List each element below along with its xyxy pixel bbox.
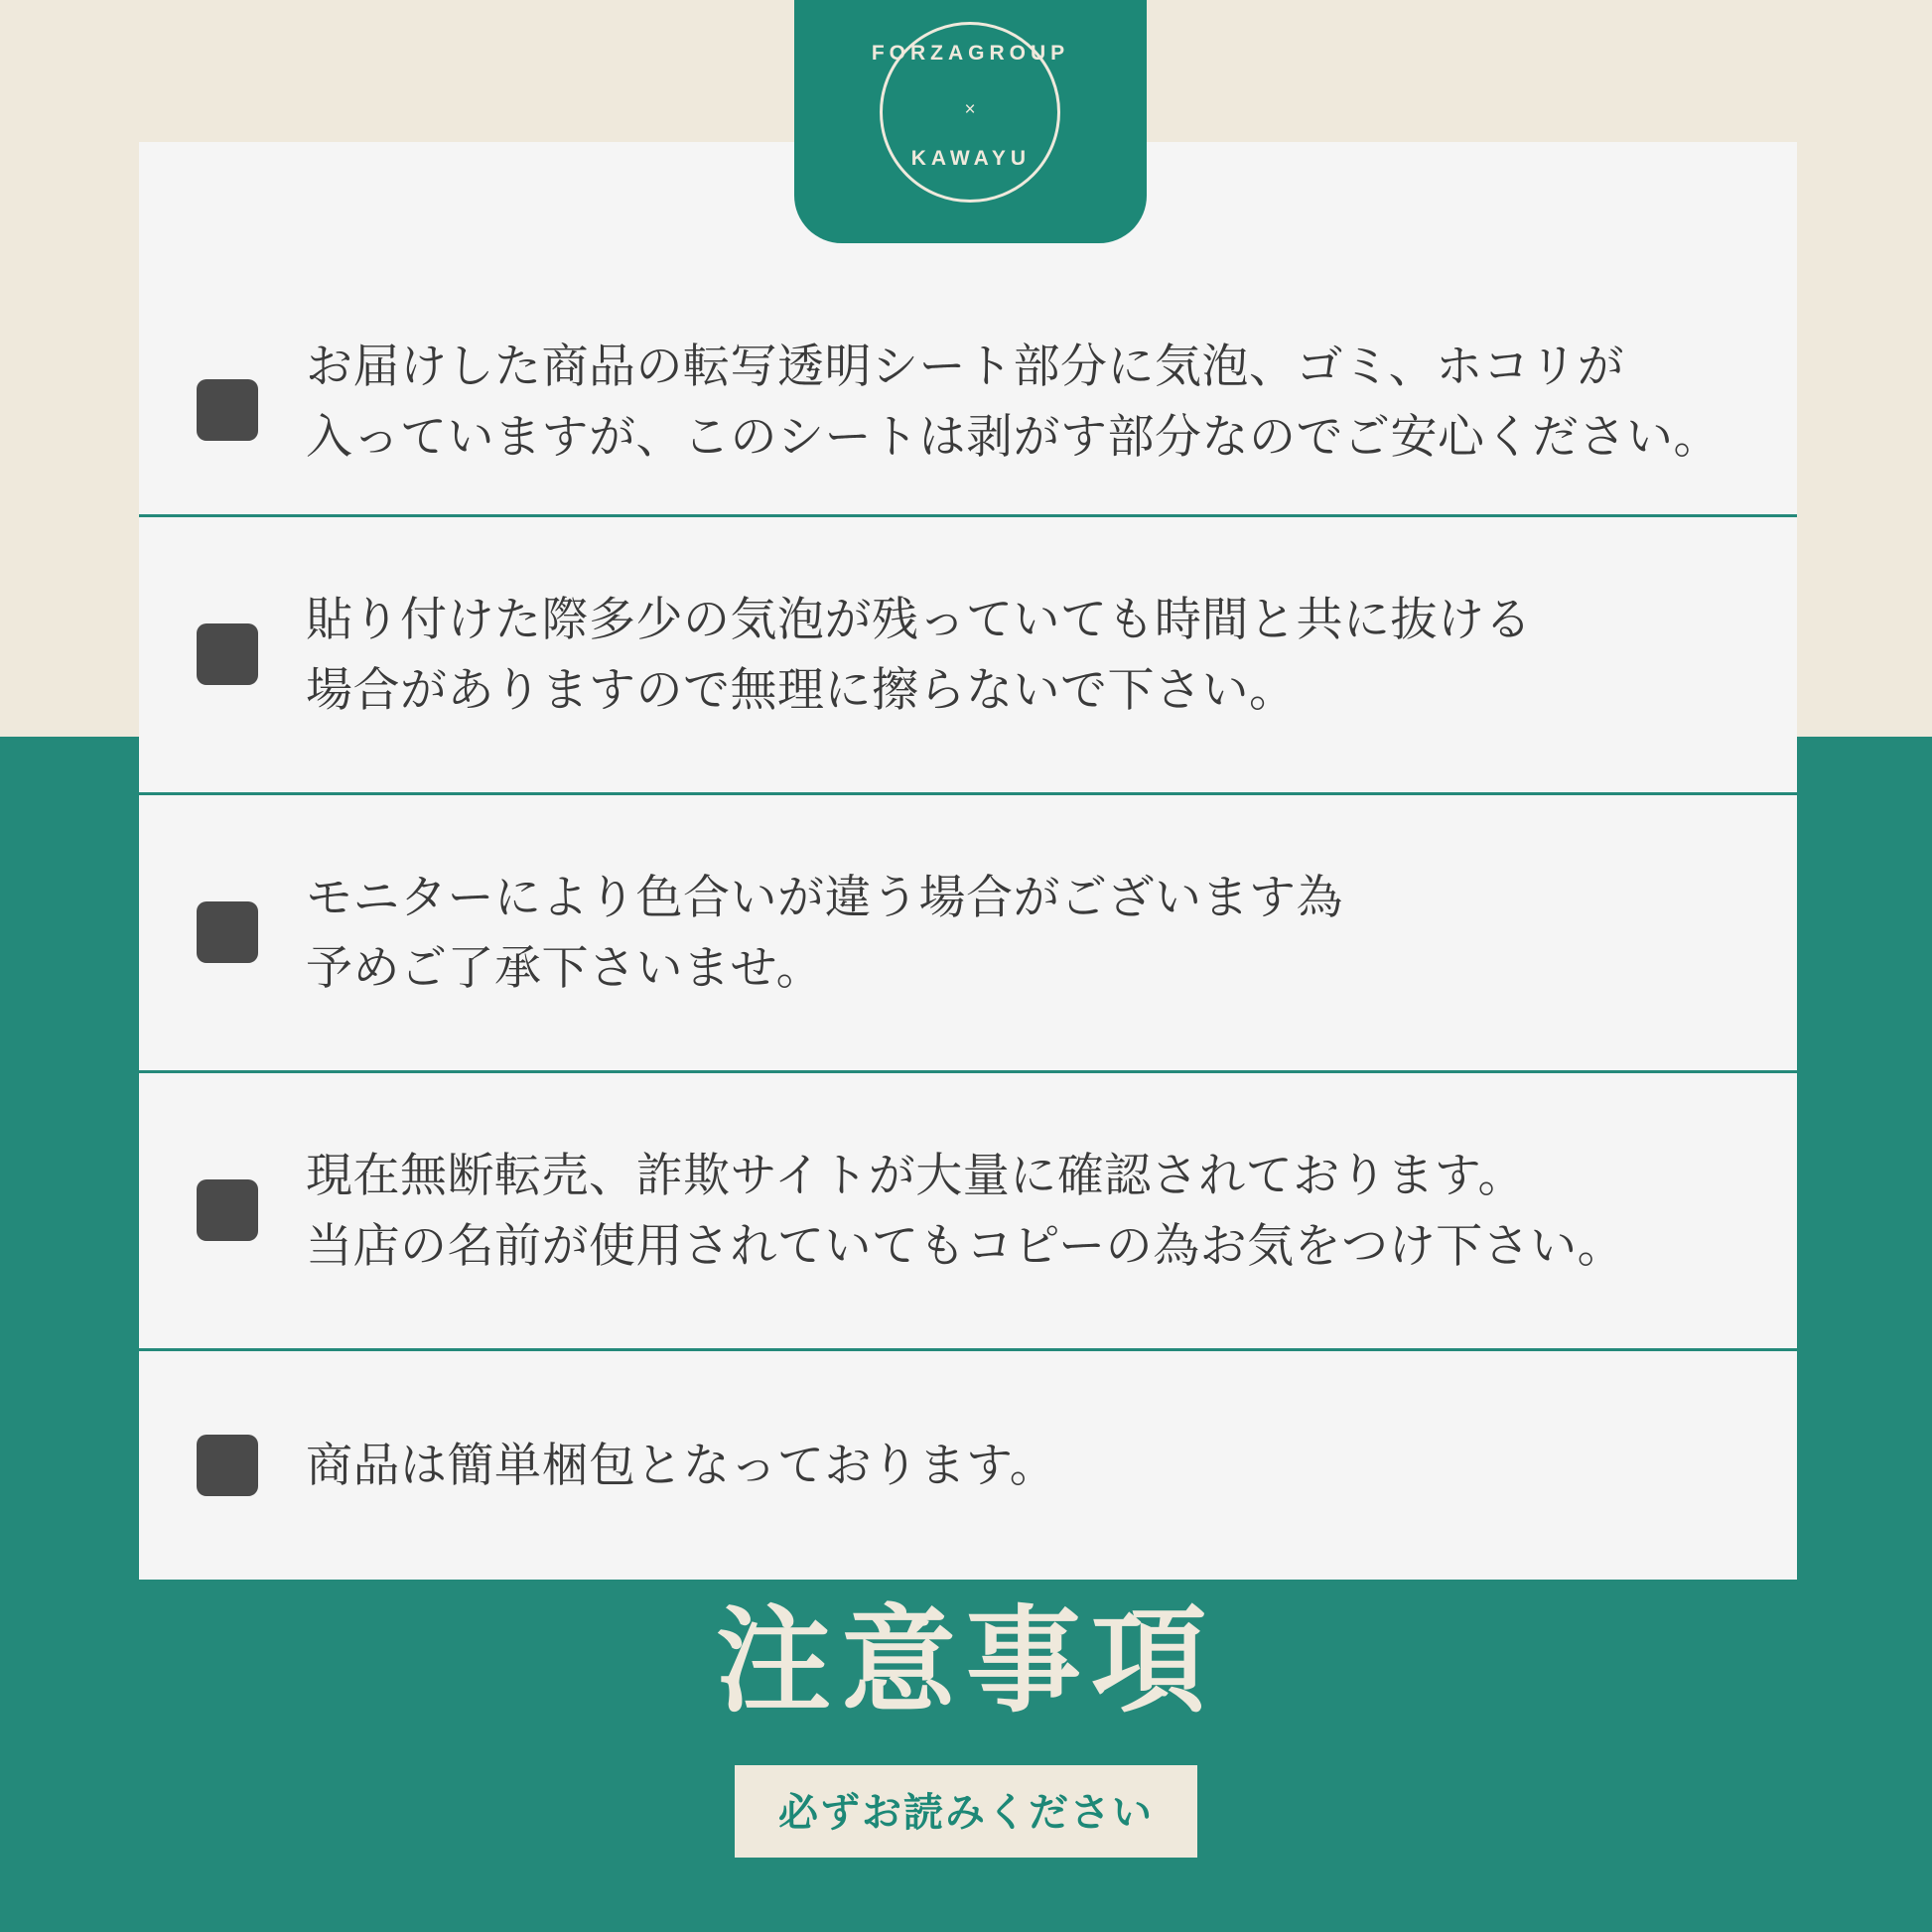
- notice-line: モニターにより色合いが違う場合がございます為: [306, 870, 1343, 923]
- brand-logo-bottom-text-inner: KAWAYU: [910, 147, 1031, 170]
- footer-subtitle: 必ずお読みください: [778, 1790, 1154, 1835]
- notice-line: 場合がありますので無理に擦らないで下さい。: [306, 663, 1297, 717]
- notice-text: [306, 331, 1750, 496]
- brand-logo-badge: [794, 0, 1147, 243]
- notice-line: 予めご了承下さいませ。: [306, 941, 824, 995]
- footer: [0, 1598, 1932, 1858]
- bullet-square-icon: [197, 1179, 258, 1241]
- list-item: [139, 1073, 1797, 1351]
- brand-logo-separator: ×: [964, 99, 977, 120]
- list-item: [139, 517, 1797, 795]
- notice-line: お届けした商品の転写透明シート部分に気泡、ゴミ、ホコリが: [306, 340, 1625, 392]
- bullet-square-icon: [197, 623, 258, 685]
- brand-logo-top-text: FORZAGROUP: [871, 42, 1070, 65]
- notice-line: 入っていますが、このシートは剥がす部分なのでご安心ください。: [306, 410, 1721, 464]
- bullet-square-icon: [197, 1435, 258, 1496]
- notice-line: 現在無断転売、詐欺サイトが大量に確認されております。: [306, 1148, 1525, 1201]
- footer-subtitle-badge: [735, 1765, 1197, 1858]
- list-item: [139, 795, 1797, 1073]
- page-title: 注意事項: [716, 1596, 1216, 1725]
- notice-text: [306, 822, 1373, 1043]
- notice-line: 商品は簡単梱包となっております。: [306, 1439, 1057, 1492]
- brand-logo-bottom-text: [794, 147, 1147, 171]
- notice-text: [306, 544, 1562, 765]
- brand-logo-inner: [794, 0, 1147, 213]
- notice-text: [306, 1100, 1654, 1321]
- notice-line: 貼り付けた際多少の気泡が残っていても時間と共に抜ける: [306, 592, 1532, 645]
- bullet-square-icon: [197, 379, 258, 441]
- list-item: [139, 1351, 1797, 1580]
- notice-list: [139, 142, 1797, 1580]
- bullet-square-icon: [197, 901, 258, 963]
- notice-line: 当店の名前が使用されていてもコピーの為お気をつけ下さい。: [306, 1219, 1625, 1273]
- notice-text: [306, 1390, 1086, 1540]
